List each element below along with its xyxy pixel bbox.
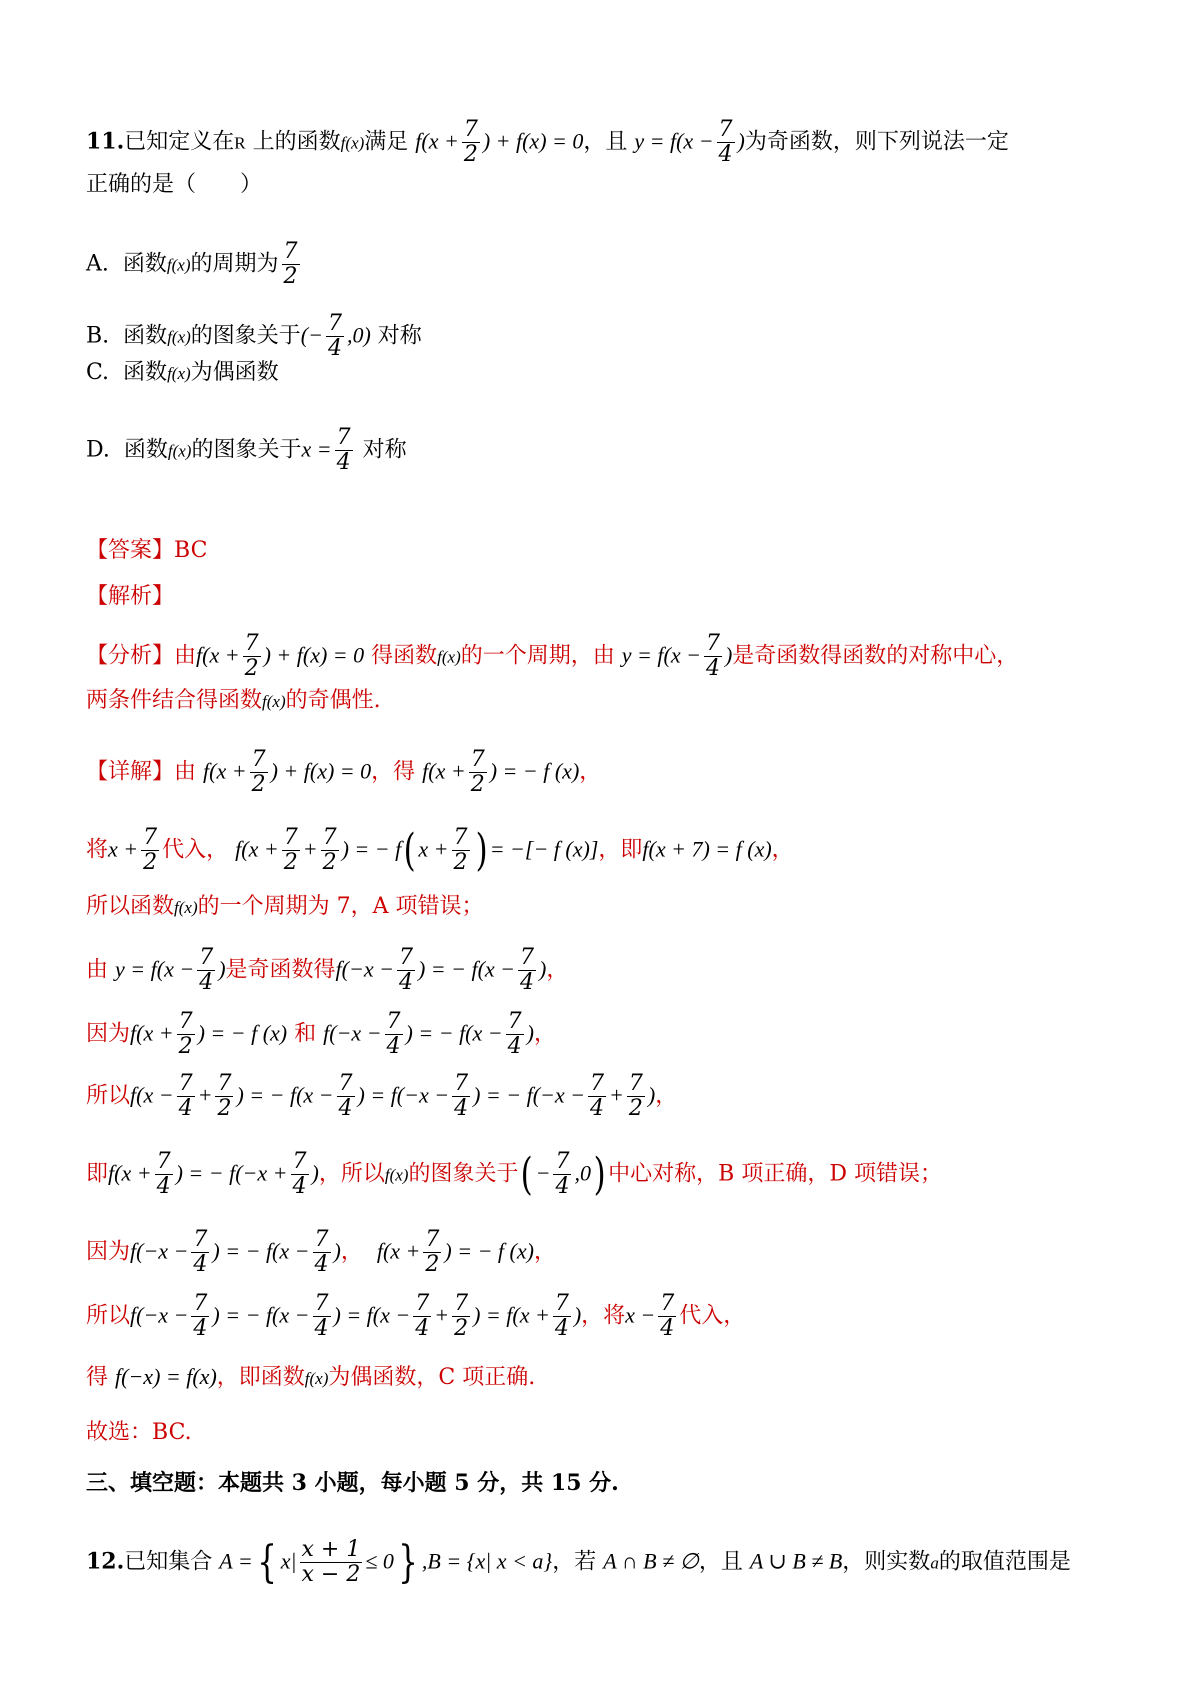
option-d: D. 函数f(x)的图象关于x = $\frac{7}{4}$ 对称: [86, 425, 407, 475]
detail-line10: 得 f(−x) = f(x)，即函数f(x)为偶函数，C 项正确.: [86, 1364, 536, 1390]
detail-line9: 所以f(−x − $\frac{7}{4}$ ) = − f(x − $\frac{7}{4}$ ) = f(x − $\frac{7}{4}$ + $\frac{7}{2}$ ) = f(x + $\frac{7}{4}$ )，将x − $\frac{7}{4}$ 代入，: [86, 1291, 746, 1341]
q11-stem-line1: 11.已知定义在R 上的函数f(x)满足 f(x + $\frac{7}{2}$ ) + f(x) = 0，且 y = f(x − $\frac{7}{4}$ )为奇函数，则下列说法一定: [86, 117, 1009, 167]
detail-line4: 由 y = f(x − $\frac{7}{4}$ )是奇函数得f(−x − $\frac{7}{4}$ ) = − f(x − $\frac{7}{4}$ )，: [86, 945, 569, 995]
detail-line2: 将x + $\frac{7}{2}$ 代入， f(x + $\frac{7}{2}$ + $\frac{7}{2}$ ) = − f( x + $\frac{7}{2}$ ) = −[− f (x)]，即f(x + 7) = f (x)，: [86, 824, 794, 876]
fraction-7-2: $\frac{7}{2}$: [463, 117, 478, 167]
q12-stem: 12.已知集合 A ={ x| $\frac{x + 1}{x - 2}$ ≤ 0} ,B = {x| x < a}，若 A ∩ B ≠ ∅，且 A ∪ B ≠ B，则实数a的取值范围是: [86, 1536, 1071, 1588]
detail-line5: 因为f(x + $\frac{7}{2}$ ) = − f (x) 和 f(−x − $\frac{7}{4}$ ) = − f(x − $\frac{7}{4}$ )，: [86, 1009, 556, 1059]
detail-line8: 因为f(−x − $\frac{7}{4}$ ) = − f(x − $\frac{7}{4}$ )， f(x + $\frac{7}{2}$ ) = − f (x)，: [86, 1227, 556, 1277]
q11-number: 11.: [86, 128, 125, 155]
detail-line6: 所以f(x − $\frac{7}{4}$ + $\frac{7}{2}$ ) = − f(x − $\frac{7}{4}$ ) = f(−x − $\frac{7}{4}$ ) = − f(−x − $\frac{7}{4}$ + $\frac{7}{2}$ )，: [86, 1071, 678, 1121]
analysis-tag: 【解析】: [86, 584, 175, 609]
q11-stem-line2: 正确的是（ ）: [86, 172, 263, 197]
detail-line7: 即f(x + $\frac{7}{4}$ ) = − f(−x + $\frac{7}{4}$ )，所以f(x)的图象关于( − $\frac{7}{4}$ ,0) 中心对称，B 项正确，D 项错误；: [86, 1148, 942, 1200]
fraction-7-4: $\frac{7}{4}$: [718, 117, 733, 167]
detail-line1: 【详解】由 f(x + $\frac{7}{2}$ ) + f(x) = 0，得 f(x + $\frac{7}{2}$ ) = − f (x)，: [86, 747, 602, 797]
fenxi-line2: 两条件结合得函数f(x)的奇偶性.: [86, 688, 381, 713]
detail-line3: 所以函数f(x)的一个周期为 7，A 项错误；: [86, 894, 484, 919]
answer-line: [86, 536, 207, 566]
answer-tag: 【答案】: [86, 538, 175, 563]
section3-title: 三、填空题：本题共 3 小题，每小题 5 分，共 15 分.: [86, 1470, 619, 1496]
option-c: C. 函数f(x)为偶函数: [86, 360, 279, 385]
fenxi-line1: 【分析】由f(x + $\frac{7}{2}$ ) + f(x) = 0 得函数f(x)的一个周期，由 y = f(x − $\frac{7}{4}$ )是奇函数得函数的对称中心，: [86, 631, 1019, 681]
option-a: A. 函数f(x)的周期为 $\frac{7}{2}$: [86, 239, 298, 289]
q12-number: 12.: [86, 1548, 125, 1575]
answer-value: BC: [174, 538, 208, 563]
option-b: B. 函数f(x)的图象关于(− $\frac{7}{4}$ ,0) 对称: [86, 311, 422, 361]
detail-conclusion: 故选：BC.: [86, 1420, 192, 1445]
